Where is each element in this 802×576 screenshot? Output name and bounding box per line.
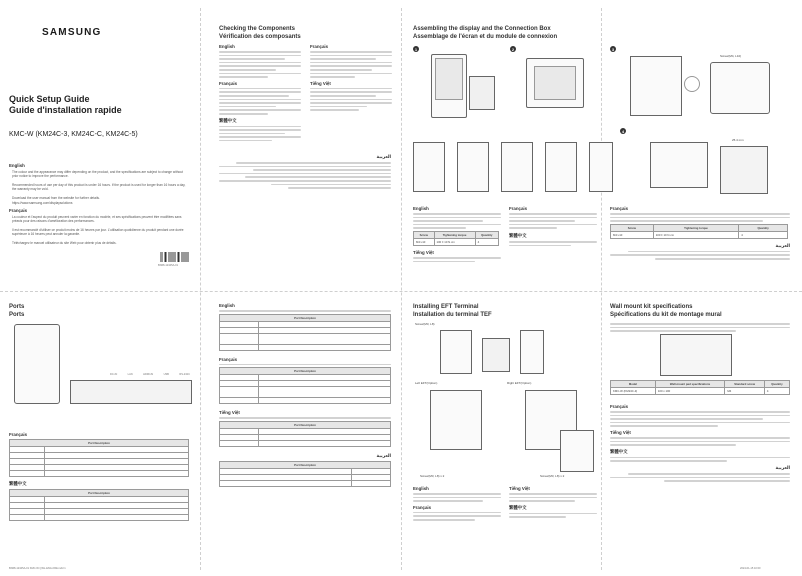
wall-intro bbox=[610, 321, 790, 334]
assembly-lang-ar: العربية bbox=[775, 242, 790, 248]
eft-label-right: Right EFT(Option) bbox=[507, 381, 532, 385]
assembly-step-2 bbox=[510, 46, 600, 121]
cover-title-fr: Guide d'installation rapide bbox=[9, 105, 122, 115]
eft-screw-label-a: Screw(M3, L8) x 2 bbox=[420, 474, 445, 478]
eft-lang-fr: Français bbox=[413, 504, 432, 510]
fold-line-2 bbox=[401, 8, 402, 570]
fold-line-h bbox=[0, 291, 802, 292]
ports-lang-ar: العربية bbox=[376, 452, 391, 458]
port-label-lan: LAN bbox=[127, 373, 133, 376]
cover-french-heading: Français bbox=[9, 208, 28, 213]
wall-drawing bbox=[660, 334, 732, 376]
assembly-title-fr: Assemblage de l'écran et du module de connexion bbox=[413, 34, 558, 40]
ports-bottom-drawing bbox=[70, 380, 192, 404]
wall-lang-zh: 繁體中文 bbox=[610, 448, 628, 454]
ports-table-ar: Port Description bbox=[219, 461, 391, 487]
assembly-table-b: Screw Tightening torque Quantity M4 L10 100 ± 10 N·cm 4 bbox=[610, 224, 788, 239]
cover-french-bullet-2: Téléchargez le manuel utilisateur du site Web pour obtenir plus de détails. bbox=[12, 241, 117, 245]
assembly-frames-row bbox=[413, 132, 613, 202]
assembly-lang-en: English bbox=[413, 206, 429, 211]
step-number-4: 4 bbox=[621, 128, 625, 134]
wall-title-fr: Spécifications du kit de montage mural bbox=[610, 312, 722, 318]
eft-title-en: Installing EFT Terminal bbox=[413, 304, 479, 310]
eft-lang-zh: 繁體中文 bbox=[509, 504, 527, 510]
components-title-en: Checking the Components bbox=[219, 26, 296, 32]
cover-title-en: Quick Setup Guide bbox=[9, 94, 90, 104]
cover-english-link[interactable]: https://www.samsung.com/displaysolutions bbox=[12, 201, 73, 205]
ports-title-en: Ports bbox=[9, 304, 25, 310]
wall-table: Model Wall-mount pad specifications Standard screw Quantity KMC-W (KM24C-3) 100 x 100 M4 4 bbox=[610, 380, 790, 395]
assembly-step-1 bbox=[413, 46, 503, 121]
eft-label-left: Left EFT(Option) bbox=[415, 381, 438, 385]
wall-text bbox=[610, 404, 790, 484]
port-labels bbox=[110, 373, 190, 376]
ports-device-drawing bbox=[14, 324, 60, 404]
cover-french-bullet-1: Il est recommandé d'utiliser ce produit moins de 16 heures par jour. L'utilisation quotidienne du produit pendant une durée supérieure à 16 heures peut annuler la garantie. bbox=[12, 228, 184, 237]
port-label-rs232: RS-232C bbox=[179, 373, 190, 376]
components-lang-zh: 繁體中文 bbox=[219, 117, 237, 123]
assembly-step-3 bbox=[610, 46, 790, 126]
eft-top-drawing-3 bbox=[520, 330, 544, 374]
ports-lang-fr-b: Français bbox=[219, 356, 238, 362]
ports-lang-en: English bbox=[219, 303, 235, 308]
eft-text-en bbox=[413, 486, 501, 523]
port-label-usb: USB bbox=[163, 373, 169, 376]
brand-logo: SAMSUNG bbox=[42, 27, 102, 38]
assembly-text-en bbox=[413, 206, 501, 264]
footer-left: BN68-12345A-01 KMC-W QSG-ENG-FRE.indd 1 bbox=[9, 567, 66, 570]
barcode bbox=[160, 252, 190, 262]
eft-lang-th: Tiếng Việt bbox=[509, 486, 530, 491]
step-number-1: 1 bbox=[414, 46, 418, 52]
eft-lang-en: English bbox=[413, 486, 429, 491]
cover-model: KMC-W (KM24C-3, KM24C-C, KM24C-5) bbox=[9, 131, 138, 138]
assembly-lang-fr: Français bbox=[509, 206, 528, 211]
eft-title-fr: Installation du terminal TEF bbox=[413, 312, 492, 318]
eft-top-drawing-2 bbox=[482, 338, 510, 372]
ports-table-th: Port Description bbox=[219, 421, 391, 447]
ports-text-en bbox=[219, 303, 391, 487]
cover-english-bullet-0: The colour and the appearance may differ depending on the product, and the specifications are subject to change without prior notice to improve the performance. bbox=[12, 170, 183, 179]
step-number-3: 3 bbox=[611, 46, 615, 52]
ports-lang-th: Tiếng Việt bbox=[219, 410, 240, 416]
wall-lang-fr: Français bbox=[610, 404, 629, 409]
ports-text-fr bbox=[9, 432, 189, 521]
components-title-fr: Vérification des composants bbox=[219, 34, 301, 40]
components-lang-en: English bbox=[219, 44, 235, 49]
ports-lang-fr: Français bbox=[9, 432, 28, 437]
port-label-dc: DC-IN bbox=[110, 373, 118, 376]
fold-line-1 bbox=[200, 8, 201, 570]
assembly-lang-th: Tiếng Việt bbox=[413, 249, 434, 255]
eft-left-drawing bbox=[430, 390, 482, 450]
cover-english-heading: English bbox=[9, 163, 25, 168]
footer-right: 2024-01-15 10:00 bbox=[740, 567, 761, 570]
components-col-right bbox=[310, 44, 392, 113]
barcode-text: BN68-12345A-01 bbox=[158, 264, 179, 267]
eft-text-th bbox=[509, 486, 597, 520]
cover-english-bullet-1: Recommended hours of use per day of this product is under 16 hours. If the product is used for longer than 16 hours a day, the warranty may be void. bbox=[12, 183, 186, 192]
assembly-text-pt bbox=[610, 206, 790, 262]
cover-french-bullet-0: La couleur et l'aspect du produit peuvent varier en fonction du modèle, et ses spécifications peuvent être modifiées sans préavis pour des raisons d'amélioration des performances. bbox=[12, 215, 182, 224]
components-arabic-block bbox=[219, 160, 391, 191]
assembly-title-en: Assembling the display and the Connection Box bbox=[413, 26, 551, 32]
port-label-hdmi: HDMI-IN bbox=[143, 373, 154, 376]
wall-title-en: Wall mount kit specifications bbox=[610, 304, 693, 310]
assembly-lang-fr-b: Français bbox=[610, 206, 629, 211]
ports-table-zh: Port Description bbox=[9, 489, 189, 521]
components-lang-fr: Français bbox=[310, 44, 329, 49]
assembly-dim-label: 25.4 mm bbox=[732, 138, 744, 142]
components-col-left bbox=[219, 44, 301, 143]
assembly-text-fr bbox=[509, 206, 597, 248]
ports-table-en: Port Description bbox=[219, 314, 391, 351]
assembly-step-4 bbox=[620, 128, 790, 208]
wall-lang-th: Tiếng Việt bbox=[610, 429, 631, 435]
eft-right-drawing-2 bbox=[560, 430, 594, 472]
eft-screw-label-b: Screw(M3, L8) x 2 bbox=[540, 474, 565, 478]
assembly-lang-zh: 繁體中文 bbox=[509, 232, 527, 238]
wall-lang-ar: العربية bbox=[775, 464, 790, 470]
eft-label-top: Screw(M3, L8) bbox=[415, 322, 435, 326]
step-number-2: 2 bbox=[511, 46, 515, 52]
cover-english-bullet-2: Download the user manual from the website for further details. bbox=[12, 196, 100, 200]
components-lang-ar: العربية bbox=[376, 154, 391, 159]
ports-table-fr: Port Description bbox=[9, 439, 189, 477]
assembly-table-en: Screw Tightening torque Quantity M4 L10 100 ± 10 N·cm 4 bbox=[413, 231, 499, 246]
components-lang-th: Tiếng Việt bbox=[310, 80, 331, 86]
components-lang-fr2: Français bbox=[219, 80, 238, 86]
fold-line-3 bbox=[601, 8, 602, 570]
assembly-screw-label-a: Screw(M4, L10) bbox=[720, 54, 742, 58]
ports-lang-zh: 繁體中文 bbox=[9, 481, 27, 486]
ports-table-fr-b: Port Description bbox=[219, 367, 391, 404]
eft-top-drawing-1 bbox=[440, 330, 472, 374]
ports-title-fr: Ports bbox=[9, 312, 25, 318]
